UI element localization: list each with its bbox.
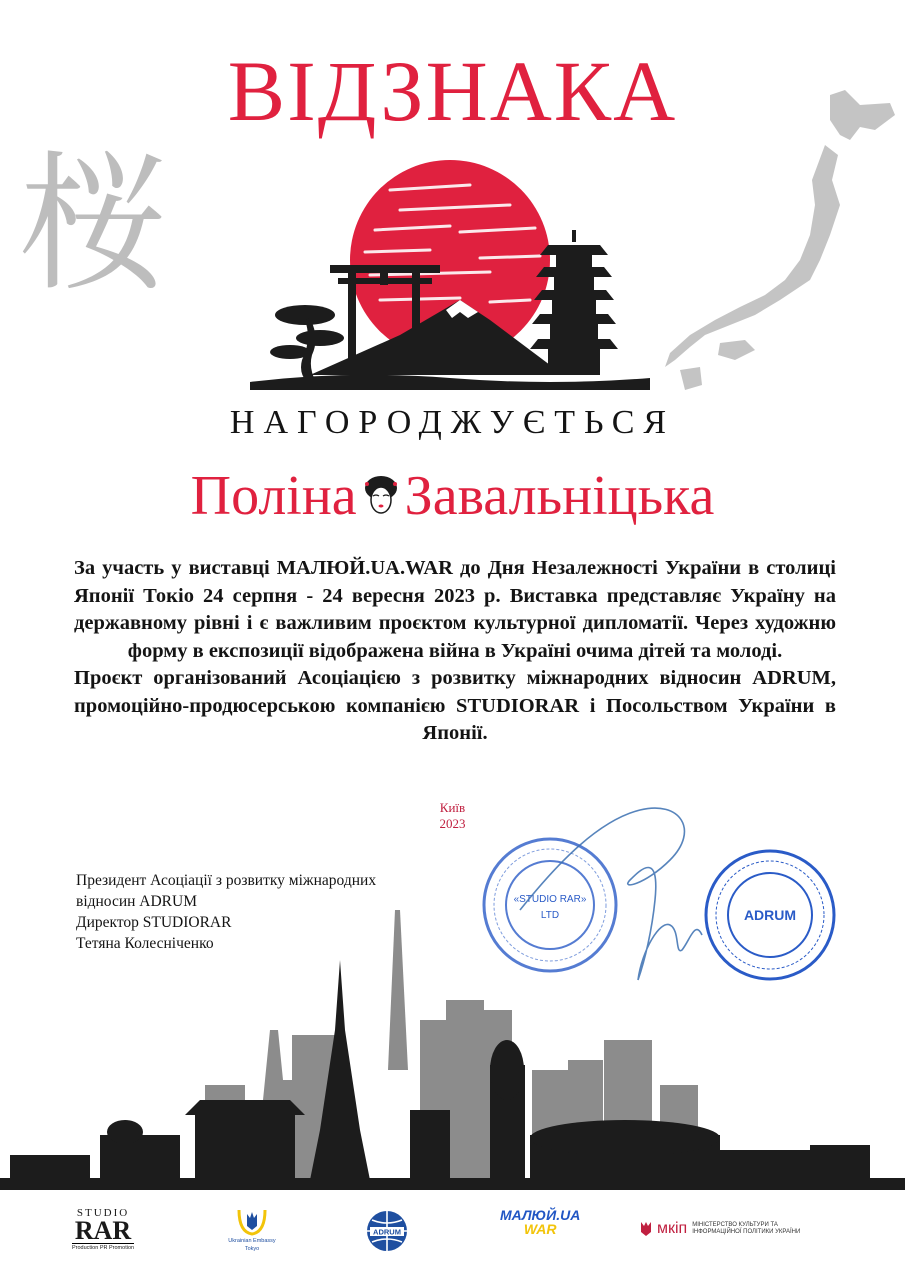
japan-map-illustration [660, 85, 900, 395]
ukrainian-embassy-logo [222, 1206, 282, 1252]
certificate-body [74, 555, 836, 748]
trident-icon [640, 1221, 652, 1237]
tokyo-skyline-illustration [0, 900, 905, 1190]
rar-sub-text: Production PR Promotion [72, 1245, 135, 1251]
rar-studio-text: STUDIO [76, 1207, 130, 1219]
war-logo-top: МАЛЮЙ.UA [500, 1207, 581, 1223]
signatory-line-1: Президент Асоціації з розвитку міжнародних [76, 872, 377, 889]
japan-landscape-illustration [250, 160, 650, 400]
body-paragraph-2: Проєкт організований Асоціацією з розвитку міжнародних відносин ADRUM, промоційно-продюсерською компанією STUDIORAR і Посольством України в Японії. [74, 667, 836, 744]
ministry-abbr: мкіп [657, 1220, 688, 1237]
embassy-text-2: Tokyo [244, 1246, 260, 1252]
ministry-name: МІНІСТЕРСТВО КУЛЬТУРИ ТА ІНФОРМАЦІЙНОЇ ПОЛІТИКИ УКРАЇНИ [692, 1222, 801, 1235]
malyui-ua-war-logo [500, 1208, 580, 1236]
ukraine-emblem-icon [235, 1206, 269, 1236]
studio-rar-logo [72, 1208, 134, 1252]
studio-stamp-name: «STUDIO RAR» [513, 894, 587, 905]
adrum-globe-logo [362, 1208, 412, 1254]
recipient-last-name: Завальніцька [404, 465, 715, 527]
adrum-stamp-name: ADRUM [743, 907, 797, 923]
issue-city: Київ [439, 800, 466, 815]
adrum-logo-text: ADRUM [373, 1227, 401, 1237]
geisha-icon [361, 474, 401, 518]
war-logo-bottom: WAR [523, 1221, 557, 1237]
embassy-text-1: Ukrainian Embassy [228, 1238, 276, 1244]
rar-main-text: RAR [74, 1216, 132, 1245]
recipient-first-name: Поліна [190, 465, 357, 527]
signatory-line-3: Директор STUDIORAR [76, 914, 232, 931]
certificate-title: ВІДЗНАКА [227, 43, 678, 139]
sakura-kanji: 桜 [18, 138, 169, 312]
issue-year: 2023 [439, 816, 466, 831]
recipient-name [0, 465, 905, 527]
awarded-label: НАГОРОДЖУЄТЬСЯ [229, 404, 676, 441]
body-paragraph-1: За участь у виставці МАЛЮЙ.UA.WAR до Дня Незалежності України в столиці Японії Токіо 24 серпня - 24 вересня 2023 р. Виставка представляє Україну на державному рівні і є важливим проєктом культурної дипломатії. Через художню форму в експозиції відображена війна в Україні очима дітей та молоді. [74, 557, 836, 662]
signatory-line-2: відносин ADRUM [76, 893, 197, 910]
studio-stamp-ltd: LTD [540, 910, 560, 921]
signatory-line-4: Тетяна Колесніченко [76, 935, 214, 952]
ministry-culture-logo [640, 1220, 802, 1238]
